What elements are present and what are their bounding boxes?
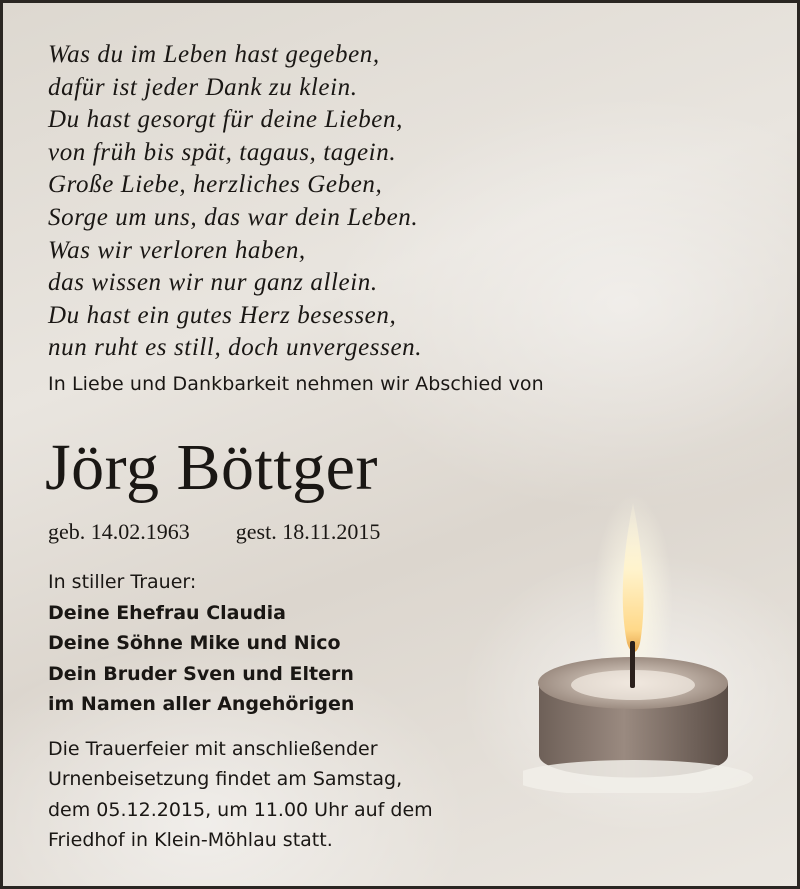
poem [48,39,422,365]
poem-line: Was wir verloren haben, [48,236,306,264]
deceased-name: Jörg Böttger [45,431,378,504]
mourner-line: Dein Bruder Sven und Eltern [48,662,354,685]
poem-line: Was du im Leben hast gegeben, [48,41,380,68]
service-line: dem 05.12.2015, um 11.00 Uhr auf dem [48,798,433,821]
poem-line: dafür ist jeder Dank zu klein. [48,73,358,101]
poem-line: Große Liebe, herzliches Geben, [48,171,383,199]
mourner-line: Deine Söhne Mike und Nico [48,632,341,654]
life-dates [48,517,380,547]
poem-line: Du hast ein gutes Herz besessen, [48,301,397,329]
service-line: Friedhof in Klein-Möhlau statt. [48,828,333,851]
mourners-lead: In stiller Trauer: [48,571,197,593]
poem-line: das wissen wir nur ganz allein. [48,269,378,297]
death-date: gest. 18.11.2015 [235,519,381,544]
birth-date: geb. 14.02.1963 [48,519,190,544]
poem-line: nun ruht es still, doch unvergessen. [48,334,423,362]
mourners-block [48,567,354,720]
mourner-line: Deine Ehefrau Claudia [48,601,286,624]
poem-line: Du hast gesorgt für deine Lieben, [48,106,403,134]
poem-line: Sorge um uns, das war dein Leben. [48,203,419,231]
farewell-intro: In Liebe und Dankbarkeit nehmen wir Abschied von [48,373,544,395]
service-line: Urnenbeisetzung findet am Samstag, [48,768,403,791]
service-info [48,734,433,855]
mourner-line: im Namen aller Angehörigen [48,693,355,715]
poem-line: von früh bis spät, tagaus, tagein. [48,138,397,166]
candle-icon [523,493,753,793]
service-line: Die Trauerfeier mit anschließender [48,738,378,760]
